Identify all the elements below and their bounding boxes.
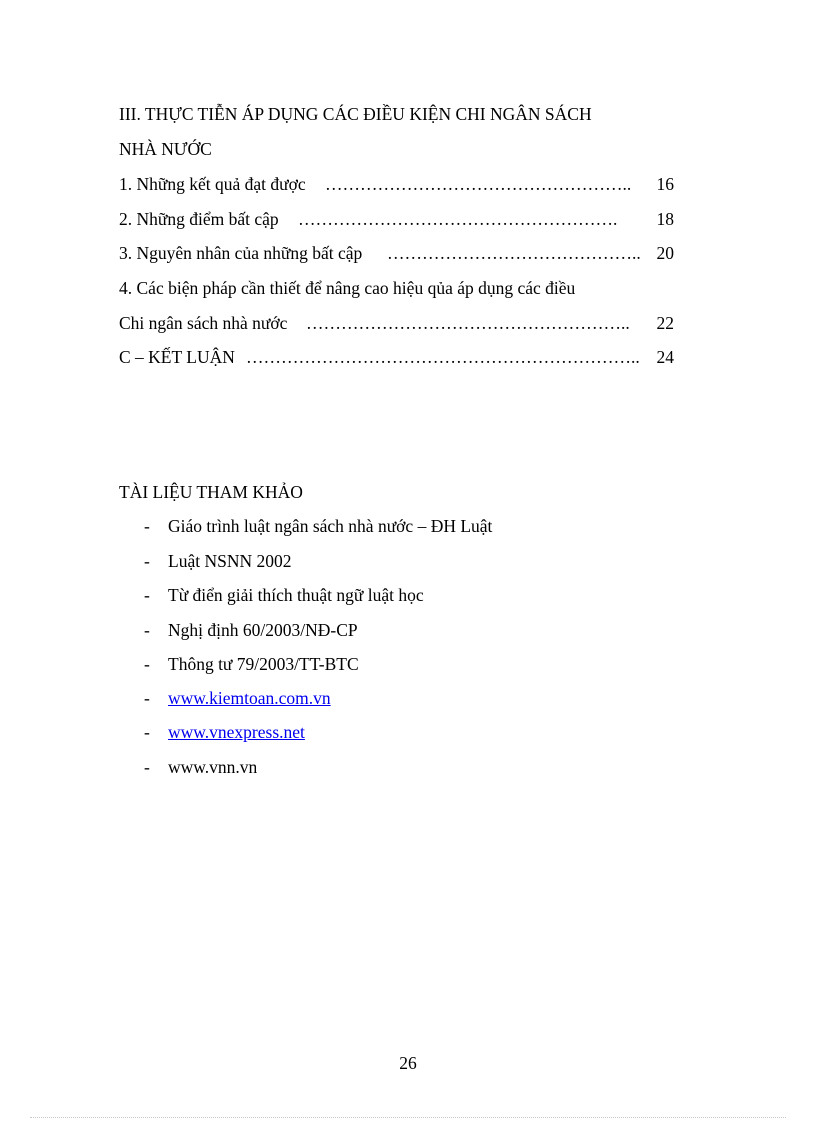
toc-entry-page: 20	[656, 243, 674, 263]
reference-item	[144, 585, 424, 605]
toc-section-heading-line1: III. THỰC TIỄN ÁP DỤNG CÁC ĐIỀU KIỆN CHI NGÂN SÁCH	[119, 104, 592, 124]
page-number: 26	[399, 1053, 417, 1073]
reference-text: Luật NSNN 2002	[168, 551, 292, 571]
references-title: TÀI LIỆU THAM KHẢO	[119, 482, 303, 502]
toc-entry-page: 16	[656, 174, 674, 194]
toc-entry-page: 22	[656, 313, 674, 333]
toc-entry-page: 18	[656, 209, 674, 229]
list-bullet-dash: -	[144, 757, 150, 777]
list-bullet-dash: -	[144, 551, 150, 571]
toc-entry-dots: ……………………………………………….	[298, 209, 618, 229]
list-bullet-dash: -	[144, 688, 150, 708]
reference-text: Nghị định 60/2003/NĐ-CP	[168, 620, 358, 640]
list-bullet-dash: -	[144, 722, 150, 742]
list-bullet-dash: -	[144, 585, 150, 605]
toc-entry-dots: ……………………………………………..	[325, 174, 632, 194]
toc-entry-dots: …………………………………………………………..	[246, 347, 640, 367]
page-bottom-divider	[30, 1117, 786, 1118]
toc-entry-title: 3. Nguyên nhân của những bất cập	[119, 243, 363, 263]
reference-item	[144, 722, 305, 742]
reference-item	[144, 620, 358, 640]
reference-text: Thông tư 79/2003/TT-BTC	[168, 654, 359, 674]
list-bullet-dash: -	[144, 654, 150, 674]
reference-item	[144, 516, 492, 536]
list-bullet-dash: -	[144, 620, 150, 640]
reference-link-vnexpress[interactable]: www.vnexpress.net	[168, 722, 305, 742]
toc-entry-title: 1. Những kết quả đạt được	[119, 174, 306, 194]
reference-item	[144, 688, 331, 708]
toc-entry-title: C – KẾT LUẬN	[119, 347, 235, 367]
reference-text: Giáo trình luật ngân sách nhà nước – ĐH Luật	[168, 516, 493, 536]
toc-entry-title-line1: 4. Các biện pháp cần thiết để nâng cao hiệu qủa áp dụng các điều	[119, 278, 576, 298]
reference-item	[144, 551, 291, 571]
toc-entry-page: 24	[656, 347, 674, 367]
toc-entry-dots: ……………………………………..	[387, 243, 641, 263]
reference-text: Từ điển giải thích thuật ngữ luật học	[168, 585, 424, 605]
toc-section-heading-line2: NHÀ NƯỚC	[119, 139, 212, 159]
reference-item	[144, 654, 359, 674]
toc-entry-title: Chi ngân sách nhà nước	[119, 313, 288, 333]
list-bullet-dash: -	[144, 516, 150, 536]
reference-item	[144, 757, 257, 777]
reference-link-kiemtoan[interactable]: www.kiemtoan.com.vn	[168, 688, 331, 708]
toc-entry-title: 2. Những điểm bất cập	[119, 209, 279, 229]
reference-text: www.vnn.vn	[168, 757, 258, 777]
toc-entry-dots: ………………………………………………..	[306, 313, 630, 333]
